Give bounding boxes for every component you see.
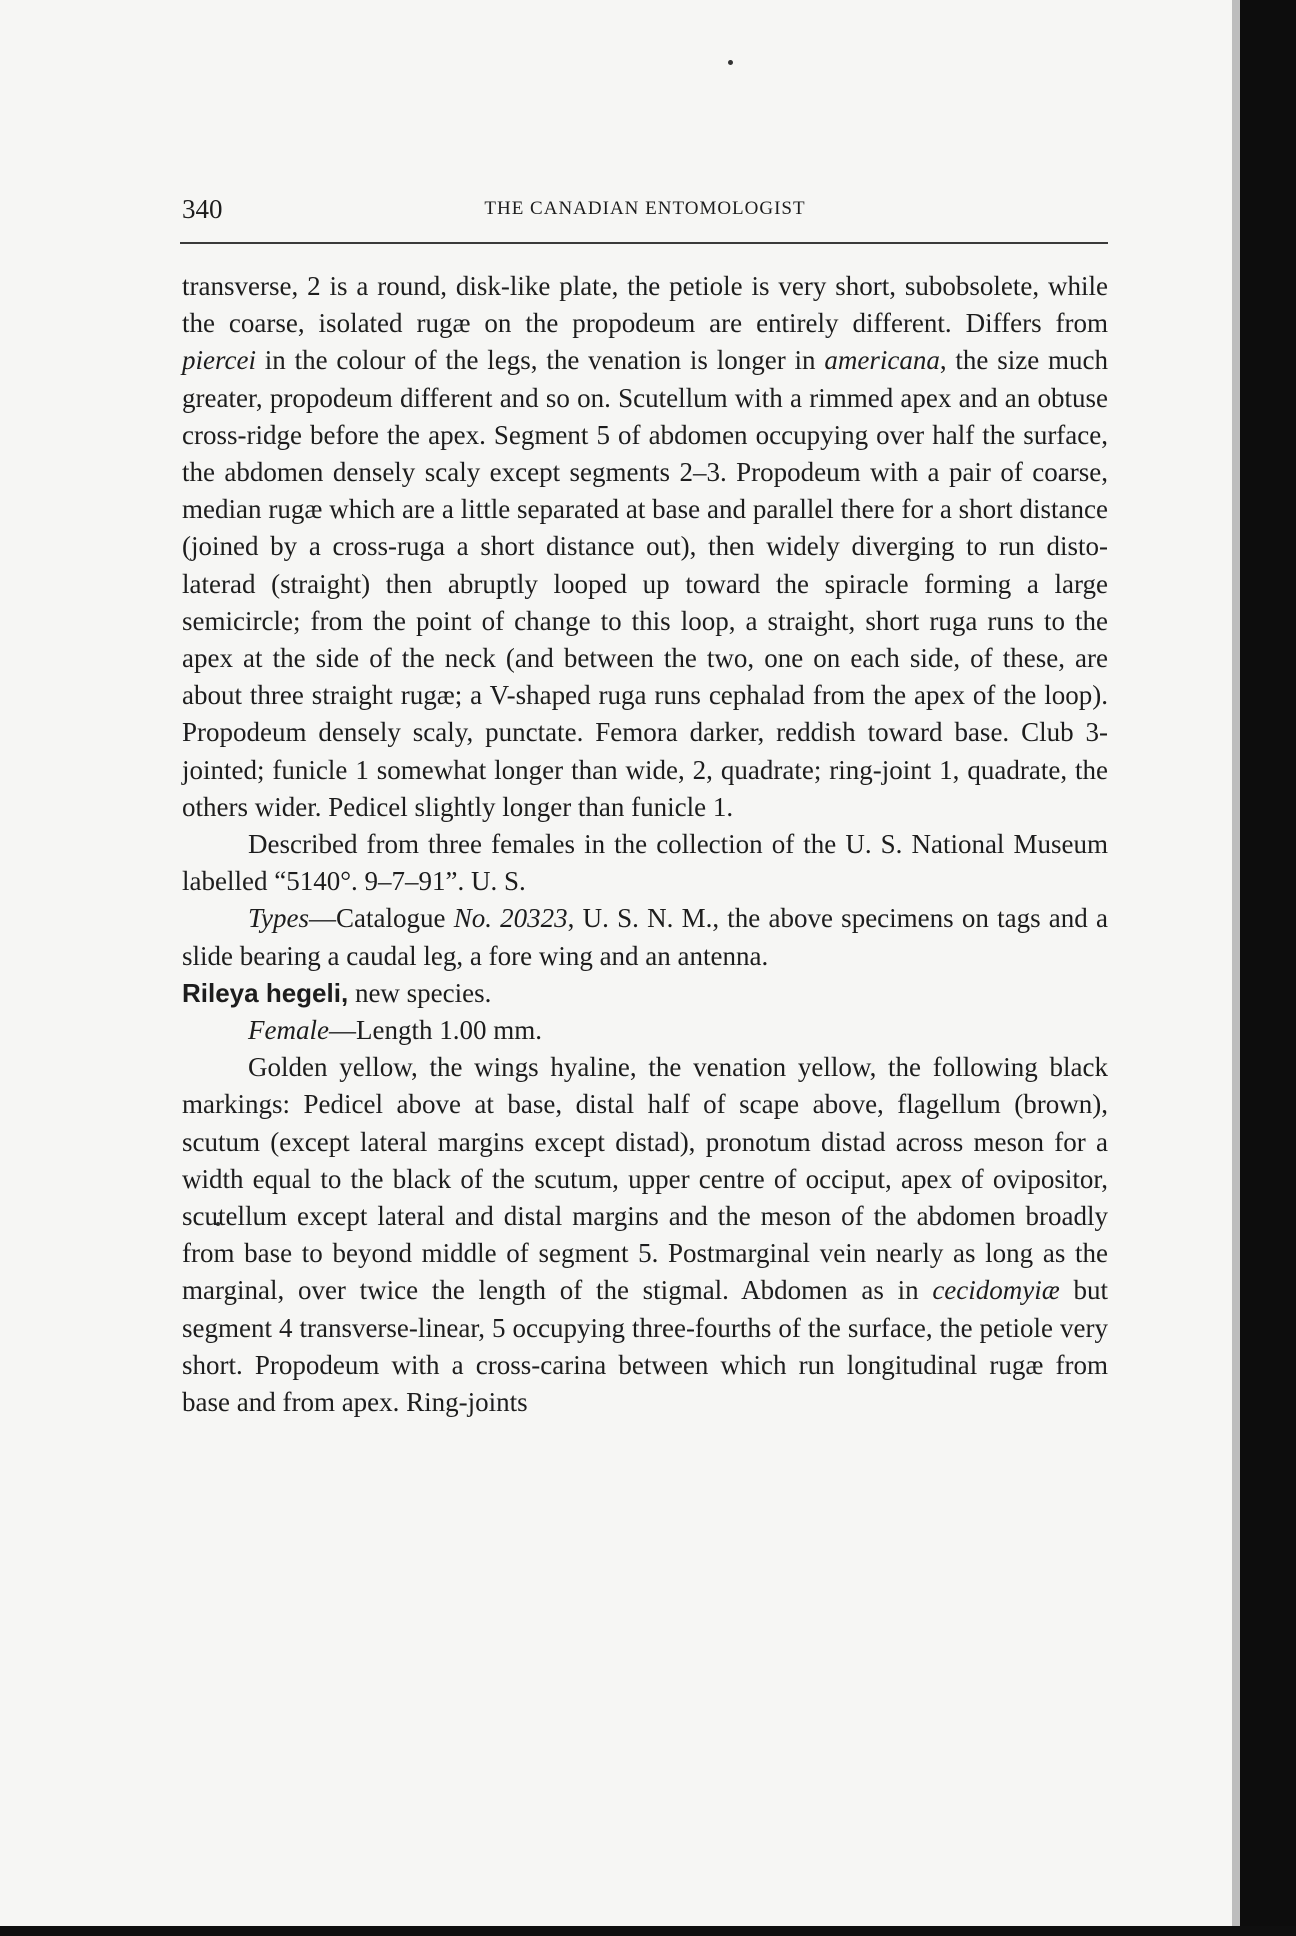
paragraph-described: Described from three females in the collection of the U. S. National Museum labelled “5140°. 9–7–91”. U. S. [182,829,1108,897]
body-text [182,268,1108,1421]
scan-border-right [1240,0,1296,1936]
description-italic: cecidomyiæ [932,1275,1060,1306]
running-title: THE CANADIAN ENTOMOLOGIST [484,198,806,219]
types-catalogue: —Catalogue [309,903,454,934]
page-header [182,190,1108,230]
page-edge [1232,0,1240,1936]
scan-speck [728,60,733,65]
paragraph-description [182,1049,1108,1421]
species-heading [182,975,1108,1012]
female-label: Female [248,1015,329,1046]
species-name: Rileya hegeli, [182,977,349,1008]
types-number: No. 20323 [453,903,568,934]
paragraph-types [182,900,1108,974]
paragraph-continuation: transverse, 2 is a round, disk-like plate, the petiole is very short, subobsolete, while the coarse, isolated rugæ on the propodeum are entirely different. Differs from piercei in the colour of the legs, the venation is longer in americana, the size much greater, propodeum different and so on. Scutellum with a rimmed apex and an obtuse cross-ridge before the apex. Segment 5 of abdomen occupying over half the surface, the abdomen densely scaly except segments 2–3. Propodeum with a pair of coarse, median rugæ which are a little separated at base and parallel there for a short distance (joined by a cross-ruga a short distance out), then widely diverging to run disto-laterad (straight) then abruptly looped up toward the spiracle forming a large semicircle; from the point of change to this loop, a straight, short ruga runs to the apex at the side of the neck (and between the two, one on each side, of these, are about three straight rugæ; a V-shaped ruga runs cephalad from the apex of the loop). Propodeum densely scaly, punctate. Femora darker, reddish toward base. Club 3-jointed; funicle 1 somewhat longer than wide, 2, quadrate; ring-joint 1, quadrate, the others wider. Pedicel slightly longer than funicle 1. [182,271,1108,822]
page-number: 340 [182,194,223,224]
paragraph-female [182,1012,1108,1049]
female-length: —Length 1.00 mm. [328,1015,542,1046]
types-rest: , U. S. N. M., the above specimens on tags and a slide bearing a caudal leg, a fore wing and an antenna. [182,903,1108,971]
description-part-b: but segment 4 transverse-linear, 5 occupying three-fourths of the surface, the petiole very short. Propodeum with a cross-carina between which run longitudinal rugæ from base and from apex. Ring-joints [182,1275,1108,1418]
description-part-a: Golden yellow, the wings hyaline, the venation yellow, the following black markings: Pedicel above at base, distal half of scape above, flagellum (brown), scutum (except lateral margins except distad), pronotum distad across meson for a width equal to the black of the scutum, upper centre of occiput, apex of ovipositor, scutellum except lateral and distal margins and the meson of the abdomen broadly from base to beyond middle of segment 5. Postmarginal vein nearly as long as the marginal, over twice the length of the stigmal. Abdomen as in [182,1052,1108,1306]
scan-border-bottom [0,1926,1296,1936]
species-suffix: new species. [348,977,492,1008]
types-label: Types [248,903,309,934]
header-rule [180,242,1108,244]
